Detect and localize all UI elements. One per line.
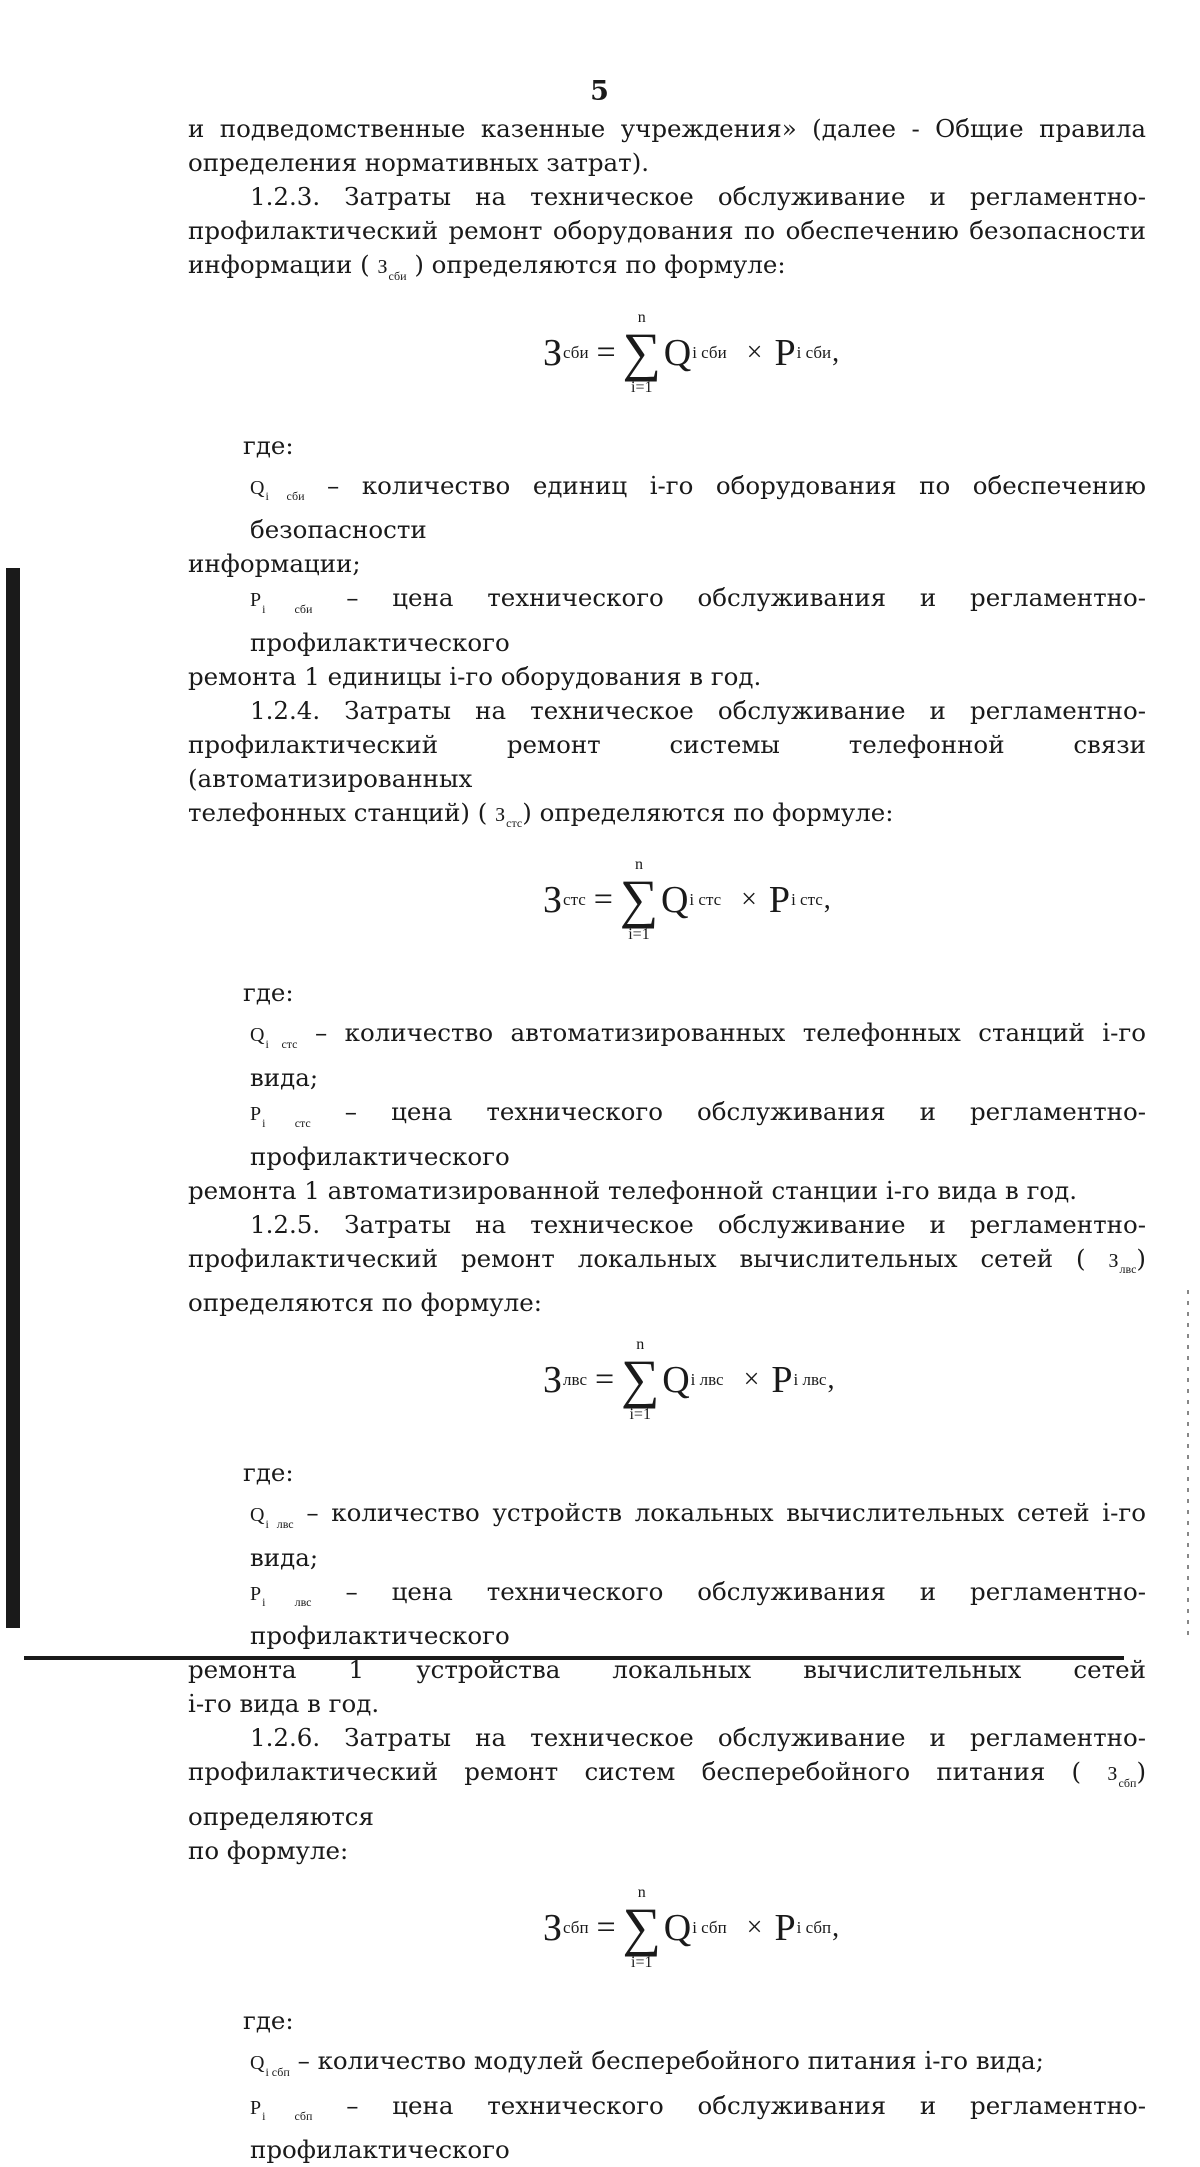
formula-times: × xyxy=(746,1911,763,1943)
formula-lhs: З xyxy=(543,1906,563,1949)
formula-q: Q xyxy=(663,331,692,374)
formula-equals: = xyxy=(595,1361,615,1399)
inline-symbol: $З_{лвс}$ xyxy=(1108,1249,1137,1277)
formula-p: P xyxy=(774,331,796,374)
formula-stc xyxy=(188,844,1146,956)
sigma-glyph: ∑ xyxy=(622,321,661,382)
definition-p-lvs-cont: ремонта 1 устройства локальных вычислительных сетей xyxy=(188,1655,1146,1685)
formula-end: , xyxy=(827,1364,835,1396)
sigma-glyph: ∑ xyxy=(622,1896,661,1957)
inline-symbol: $З_{сби}$ xyxy=(377,256,407,283)
formula-q: Q xyxy=(662,1359,690,1402)
section-1-2-3-line-1: 1.2.3. Затраты на техническое обслуживание и регламентно- xyxy=(250,182,1146,211)
formula-equals: = xyxy=(596,1908,616,1946)
formula-times: × xyxy=(743,1364,760,1396)
section-1-2-5-line-2: профилактический ремонт локальных вычислительных сетей ( $З_{лвс}$) xyxy=(188,1243,1146,1277)
sum-lower: i=1 xyxy=(631,378,653,396)
intro-line-2: определения нормативных затрат). xyxy=(188,148,650,177)
section-1-2-6-line-1: 1.2.6. Затраты на техническое обслуживание и регламентно- xyxy=(250,1723,1146,1753)
section-1-2-3-line-3: информации ( $З_{сби}$ ) определяются по формуле: xyxy=(188,250,786,283)
definition-q-sbi: $Q_{i сби}$ – количество единиц i-го оборудования по обеспечению безопасности xyxy=(250,470,1146,545)
formula-p: P xyxy=(774,1906,796,1949)
formula-p: P xyxy=(768,879,791,922)
where-label: где: xyxy=(243,1458,294,1488)
formula-p-sub: i сбп xyxy=(796,1917,832,1937)
formula-lhs: З xyxy=(543,331,563,374)
definition-p-sbi: $P_{i сби}$ – цена технического обслуживания и регламентно-профилактического xyxy=(250,583,1146,657)
formula-lhs: З xyxy=(543,1359,563,1402)
definition-q-stc: $Q_{i стс}$ – количество автоматизированных телефонных станций i-го вида; xyxy=(250,1018,1146,1092)
sum-lower: i=1 xyxy=(628,926,650,944)
sum-upper: n xyxy=(637,1883,646,1901)
sum-lower: i=1 xyxy=(631,1953,653,1971)
scan-margin-bar xyxy=(6,568,20,1628)
section-1-2-3-line-2: профилактический ремонт оборудования по обеспечению безопасности xyxy=(188,216,1146,245)
formula-q: Q xyxy=(660,879,689,922)
formula-lvs xyxy=(188,1324,1146,1436)
formula-p: P xyxy=(771,1359,793,1402)
formula-end: , xyxy=(832,1911,840,1943)
formula-equals: = xyxy=(593,881,613,919)
formula-q-sub: i стс xyxy=(689,890,722,910)
definition-q-sbp: $Q_{i сбп}$ – количество модулей бесперебойного питания i-го вида; xyxy=(250,2045,1044,2079)
where-label: где: xyxy=(243,2005,294,2035)
formula-lhs-sub: сби xyxy=(563,342,589,362)
where-label: где: xyxy=(243,978,294,1008)
section-1-2-5-line-1: 1.2.5. Затраты на техническое обслуживание и регламентно- xyxy=(250,1209,1146,1239)
sum-upper: n xyxy=(634,856,643,874)
intro-line-1: и подведомственные казенные учреждения» (далее - Общие правила xyxy=(188,114,1146,143)
section-1-2-4-line-1: 1.2.4. Затраты на техническое обслуживание и регламентно- xyxy=(250,695,1146,725)
sum-sign xyxy=(620,1336,660,1424)
where-label: где: xyxy=(243,430,294,460)
sigma-glyph: ∑ xyxy=(620,1349,660,1410)
formula-end: , xyxy=(823,884,831,916)
formula-p-sub: i лвс xyxy=(793,1370,827,1390)
formula-lhs-sub: стс xyxy=(563,890,586,910)
formula-times: × xyxy=(746,336,763,368)
formula-sbi xyxy=(188,297,1146,409)
sigma-glyph: ∑ xyxy=(619,869,659,930)
sum-sign xyxy=(622,1884,662,1972)
formula-q-sub: i сби xyxy=(692,342,727,362)
formula-q: Q xyxy=(663,1906,692,1949)
formula-equals: = xyxy=(596,333,616,371)
sum-upper: n xyxy=(637,308,646,326)
section-1-2-6-line-3: по формуле: xyxy=(188,1835,349,1865)
formula-q-sub: i сбп xyxy=(692,1917,727,1937)
definition-q-lvs: $Q_{i лвс}$ – количество устройств локальных вычислительных сетей i-го вида; xyxy=(250,1498,1146,1572)
inline-symbol: $З_{стс}$ xyxy=(495,803,523,831)
formula-end: , xyxy=(832,336,840,368)
formula-times: × xyxy=(741,884,757,916)
formula-q-sub: i лвс xyxy=(690,1370,724,1390)
formula-lhs-sub: сбп xyxy=(563,1917,589,1937)
definition-p-stc: $P_{i стс}$ – цена технического обслуживания и регламентно-профилактического xyxy=(250,1096,1146,1171)
section-1-2-4-line-3: телефонных станций) ( $З_{стс}$) определяются по формуле: xyxy=(188,797,894,831)
formula-sbp xyxy=(188,1872,1146,1984)
sum-upper: n xyxy=(636,1336,645,1354)
formula-p-sub: i стс xyxy=(791,890,823,910)
scan-edge-marks xyxy=(1187,1290,1189,1640)
inline-symbol: $З_{сбп}$ xyxy=(1107,1763,1137,1790)
definition-q-sbi-cont: информации; xyxy=(188,549,361,579)
formula-p-sub: i сби xyxy=(796,342,832,362)
page-number: 5 xyxy=(590,76,610,107)
definition-p-stc-cont: ремонта 1 автоматизированной телефонной станции i-го вида в год. xyxy=(188,1175,1078,1205)
formula-lhs: З xyxy=(543,879,563,922)
section-1-2-5-line-3: определяются по формуле: xyxy=(188,1288,542,1318)
definition-p-sbi-cont: ремонта 1 единицы i-го оборудования в год. xyxy=(188,661,762,691)
document-body xyxy=(188,112,1146,2167)
section-1-2-4-line-2: профилактический ремонт системы телефонной связи (автоматизированных xyxy=(188,729,1146,793)
sum-sign xyxy=(622,309,662,397)
formula-lhs-sub: лвс xyxy=(563,1370,588,1390)
section-1-2-6-line-2: профилактический ремонт систем бесперебойного питания ( $З_{сбп}$) определяются xyxy=(188,1757,1146,1831)
sum-sign xyxy=(619,856,659,944)
definition-p-lvs-cont-2: i-го вида в год. xyxy=(188,1689,380,1719)
definition-p-sbp: $P_{i сбп}$ – цена технического обслуживания и регламентно-профилактического xyxy=(250,2090,1146,2165)
definition-p-lvs: $P_{i лвс}$ – цена технического обслуживания и регламентно-профилактического xyxy=(250,1576,1146,1651)
sum-lower: i=1 xyxy=(629,1406,651,1424)
